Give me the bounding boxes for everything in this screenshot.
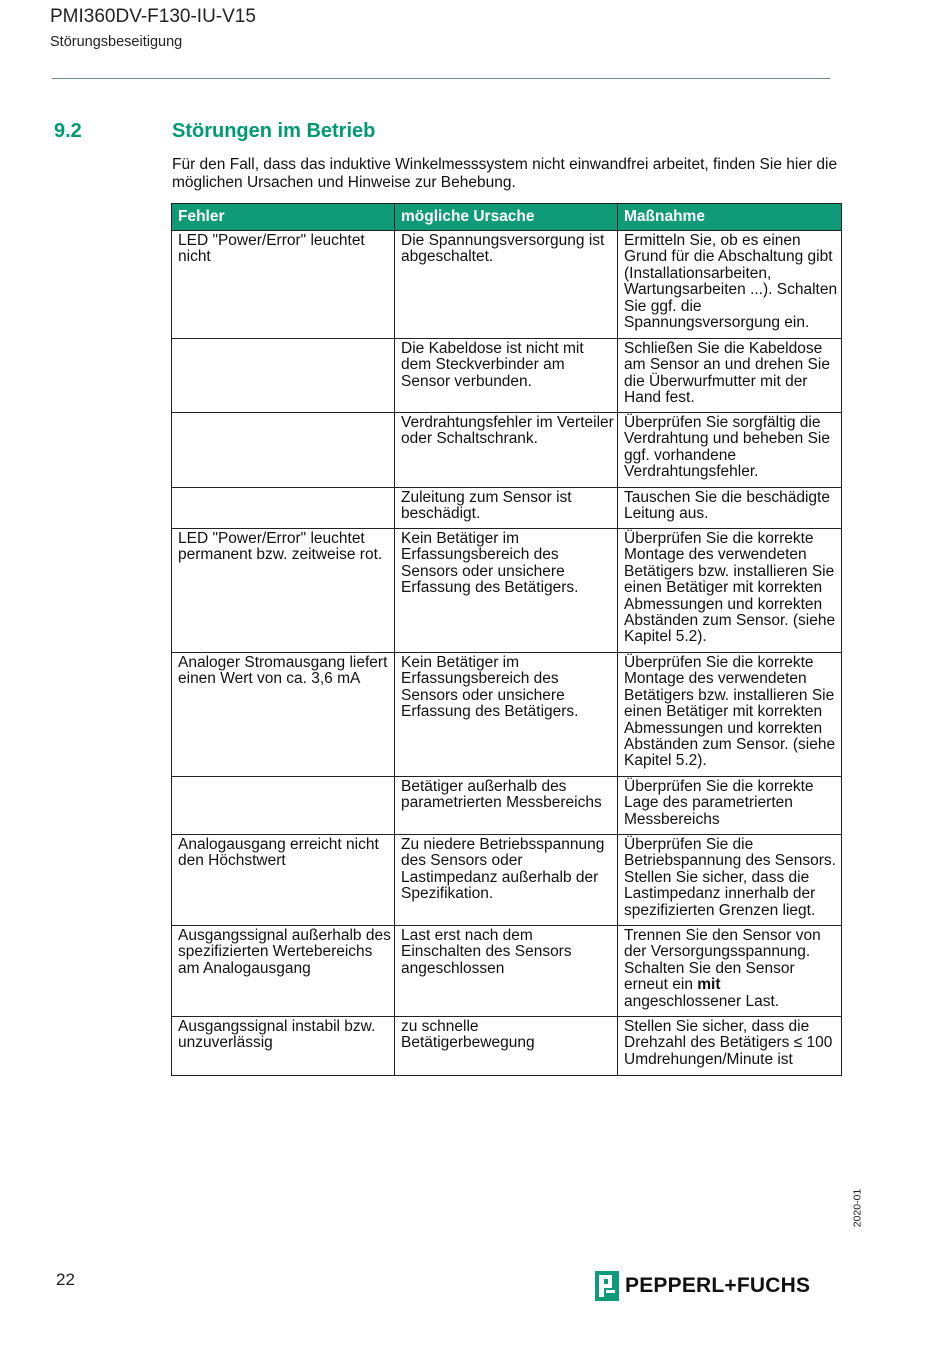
table-header-row bbox=[172, 204, 842, 231]
cell-text-emphasis: mit bbox=[697, 976, 721, 994]
chapter-title: Störungsbeseitigung bbox=[50, 34, 183, 50]
table-row bbox=[172, 529, 842, 653]
cell-fehler bbox=[172, 413, 395, 488]
cell-massnahme: Stellen Sie sicher, dass die Drehzahl des Betätigers ≤ 100 Umdrehungen/Minute ist bbox=[618, 1017, 842, 1076]
cell-ursache: Kein Betätiger im Erfassungsbereich des Sensors oder unsichere Erfassung des Betätigers. bbox=[395, 529, 618, 653]
cell-fehler: LED "Power/Error" leuchtet permanent bzw. zeitweise rot. bbox=[172, 529, 395, 653]
document-title: PMI360DV-F130-IU-V15 bbox=[50, 6, 256, 27]
cell-massnahme: Tauschen Sie die beschädigte Leitung aus. bbox=[618, 488, 842, 529]
column-header-ursache: mögliche Ursache bbox=[395, 204, 618, 231]
cell-ursache: Betätiger außerhalb des parametrierten Messbereichs bbox=[395, 777, 618, 835]
cell-massnahme: Überprüfen Sie die korrekte Lage des parametrierten Messbereichs bbox=[618, 777, 842, 835]
cell-fehler: Ausgangssignal instabil bzw. unzuverlässig bbox=[172, 1017, 395, 1076]
cell-massnahme: Überprüfen Sie die korrekte Montage des verwendeten Betätigers bzw. installieren Sie einen Betätiger mit korrekten Abmessungen und korrekten Abständen zum Sensor. (siehe Kapitel 5.2). bbox=[618, 529, 842, 653]
table-row bbox=[172, 777, 842, 835]
cell-ursache: Zuleitung zum Sensor ist beschädigt. bbox=[395, 488, 618, 529]
cell-ursache: Zu niedere Betriebsspannung des Sensors oder Lastimpedanz außerhalb der Spezifikation. bbox=[395, 835, 618, 926]
section-number: 9.2 bbox=[54, 120, 82, 142]
column-header-fehler: Fehler bbox=[172, 204, 395, 231]
cell-ursache: Die Kabeldose ist nicht mit dem Steckverbinder am Sensor verbunden. bbox=[395, 339, 618, 413]
cell-ursache: Die Spannungsversorgung ist abgeschaltet. bbox=[395, 231, 618, 339]
cell-massnahme: Überprüfen Sie die korrekte Montage des verwendeten Betätigers bzw. installieren Sie einen Betätiger mit korrekten Abmessungen und korrekten Abständen zum Sensor. (siehe Kapitel 5.2). bbox=[618, 653, 842, 777]
header-divider bbox=[52, 78, 830, 79]
cell-massnahme: Schließen Sie die Kabeldose am Sensor an und drehen Sie die Überwurfmutter mit der Hand fest. bbox=[618, 339, 842, 413]
cell-fehler bbox=[172, 777, 395, 835]
cell-massnahme bbox=[618, 926, 842, 1017]
page-number: 22 bbox=[56, 1270, 75, 1289]
table-row bbox=[172, 339, 842, 413]
table-row bbox=[172, 835, 842, 926]
table-row bbox=[172, 653, 842, 777]
cell-massnahme: Ermitteln Sie, ob es einen Grund für die Abschaltung gibt (Installationsarbeiten, Wartungsarbeiten ...). Schalten Sie ggf. die Spannungsversorgung ein. bbox=[618, 231, 842, 339]
table-row bbox=[172, 926, 842, 1017]
cell-fehler: LED "Power/Error" leuchtet nicht bbox=[172, 231, 395, 339]
cell-fehler bbox=[172, 339, 395, 413]
brand-logo bbox=[595, 1270, 810, 1302]
cell-ursache: zu schnelle Betätigerbewegung bbox=[395, 1017, 618, 1076]
section-title: Störungen im Betrieb bbox=[172, 120, 376, 142]
cell-fehler: Ausgangssignal außerhalb des spezifizierten Wertebereichs am Analogausgang bbox=[172, 926, 395, 1017]
issue-date bbox=[838, 1188, 878, 1228]
cell-fehler: Analogausgang erreicht nicht den Höchstwert bbox=[172, 835, 395, 926]
cell-fehler bbox=[172, 488, 395, 529]
cell-ursache: Verdrahtungsfehler im Verteiler oder Schaltschrank. bbox=[395, 413, 618, 488]
cell-text: Trennen Sie den Sensor von der Versorgungsspannung. Schalten Sie den Sensor erneut ein bbox=[624, 927, 821, 994]
table-row bbox=[172, 1017, 842, 1076]
cell-massnahme: Überprüfen Sie sorgfältig die Verdrahtung und beheben Sie ggf. vorhandene Verdrahtungsfehler. bbox=[618, 413, 842, 488]
table-row bbox=[172, 231, 842, 339]
cell-fehler: Analoger Stromausgang liefert einen Wert von ca. 3,6 mA bbox=[172, 653, 395, 777]
intro-paragraph: Für den Fall, dass das induktive Winkelmesssystem nicht einwandfrei arbeitet, finden Sie hier die möglichen Ursachen und Hinweise zur Behebung. bbox=[172, 156, 838, 191]
table-row bbox=[172, 488, 842, 529]
cell-ursache: Last erst nach dem Einschalten des Sensors angeschlossen bbox=[395, 926, 618, 1017]
cell-ursache: Kein Betätiger im Erfassungsbereich des Sensors oder unsichere Erfassung des Betätigers. bbox=[395, 653, 618, 777]
pf-logo-icon bbox=[595, 1271, 619, 1301]
cell-text: angeschlossener Last. bbox=[624, 992, 780, 1010]
cell-massnahme: Überprüfen Sie die Betriebspannung des Sensors. Stellen Sie sicher, dass die Lastimpedanz innerhalb der spezifizierten Grenzen liegt. bbox=[618, 835, 842, 926]
troubleshooting-table bbox=[171, 203, 842, 1076]
column-header-massnahme: Maßnahme bbox=[618, 204, 842, 231]
table-row bbox=[172, 413, 842, 488]
issue-date-text: 2020-01 bbox=[851, 1188, 864, 1228]
brand-name: PEPPERL+FUCHS bbox=[625, 1274, 811, 1297]
